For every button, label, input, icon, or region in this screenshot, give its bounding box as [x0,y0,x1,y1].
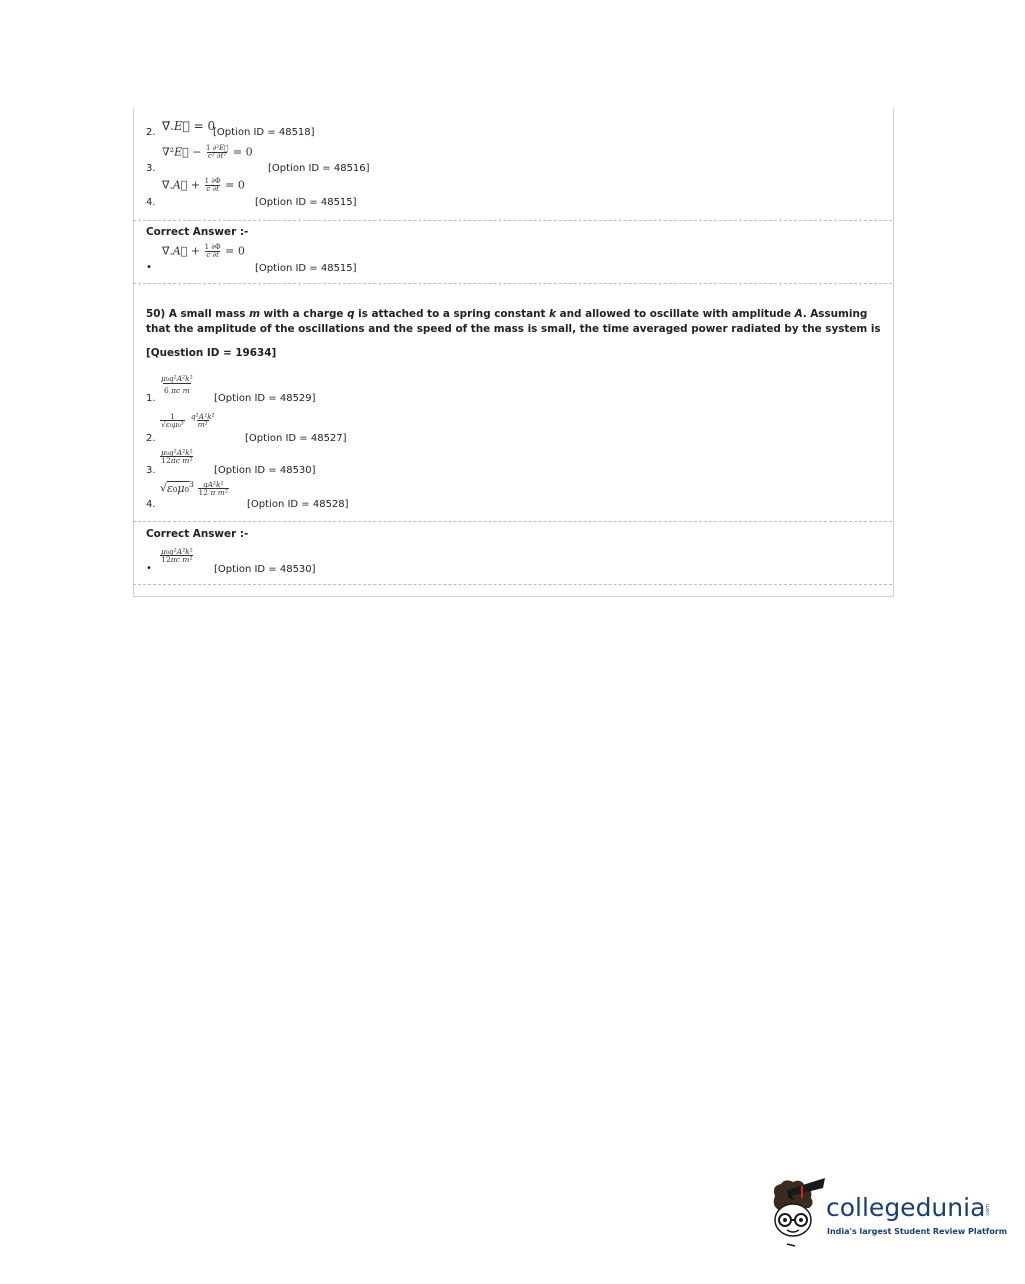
option-number: 4. [146,499,156,510]
divider [133,220,892,221]
option-id: [Option ID = 48530] [214,465,316,476]
correct-answer-label: Correct Answer :- [146,226,249,238]
mascot-logo [765,1176,827,1248]
bullet: • [146,563,152,574]
brand-suffix: .com [985,1204,991,1217]
correct-option-id: [Option ID = 48530] [214,564,316,575]
option-id: [Option ID = 48527] [245,433,347,444]
option-id: [Option ID = 48529] [214,393,316,404]
option-id: [Option ID = 48516] [268,163,370,174]
option-formula: $\frac{\text{μ₀q²A²k²}}{\text{12πc m²}}$ [161,447,193,465]
brand-tagline: India's largest Student Review Platform [827,1227,1008,1236]
option-formula: ∇⃗.E⃗ = 0 [162,119,216,133]
option-id: [Option ID = 48528] [247,499,349,510]
option-id: [Option ID = 48518] [213,127,315,138]
option-number: 3. [146,163,156,174]
divider [133,283,892,284]
brand-name: collegedunia [826,1193,986,1222]
divider [133,584,892,585]
divider [133,521,892,522]
option-number: 1. [146,393,156,404]
correct-formula: ∇⃗.A⃗ + $\frac{1 \partial\Phi}{c \partial t}$ = 0 [162,243,245,259]
option-number: 3. [146,465,156,476]
option-formula: ∇²E⃗ − $\frac{\text{1 ∂²E⃗}}{\text{c² ∂t²}}$ = 0 [162,144,253,160]
bullet: • [146,262,152,273]
option-id: [Option ID = 48515] [255,197,357,208]
option-formula: $\frac{\text{μ₀q²A²k²}}{\text{6 πc m}}$ [161,374,193,395]
correct-option-id: [Option ID = 48515] [255,263,357,274]
option-number: 4. [146,197,156,208]
option-formula: √ε₀μ₀$^3$ $\frac{\text{qA²k²}}{\text{12 π m²}}$ [160,479,228,498]
question-text: 50) A small mass m with a charge q is attached to a spring constant k and allowed to oscillate with amplitude A. Assuming that the amplitude of the oscillations and the speed of the mass is small, the time averaged power radiated by the system is [146,308,881,335]
option-number: 2. [146,127,156,138]
option-formula: ∇⃗.A⃗ + $\frac{1 \partial\Phi}{c \partial t}$ = 0 [162,177,245,193]
correct-formula: $\frac{\text{μ₀q²A²k²}}{\text{12πc m²}}$ [161,546,193,564]
option-number: 2. [146,433,156,444]
correct-answer-label: Correct Answer :- [146,528,249,540]
question-id: [Question ID = 19634] [146,347,277,359]
option-formula: $\frac{1}{\text{√ε₀μ₀³}}$ $\frac{\text{q²A²k²}}{\text{m²}}$ [161,411,215,429]
